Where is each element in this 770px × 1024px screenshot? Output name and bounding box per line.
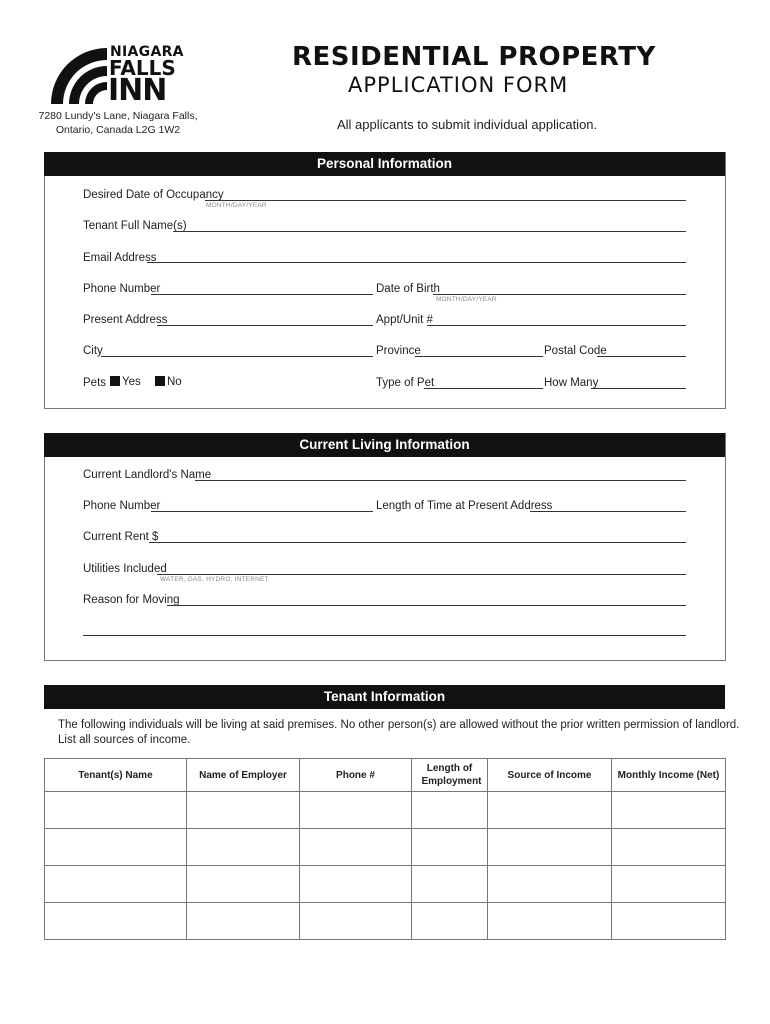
tenant-info-paragraph: The following individuals will be living at said premises. No other person(s) are allowed without the prior written permission of landlord.	[58, 719, 740, 731]
table-cell[interactable]	[612, 903, 726, 940]
table-cell[interactable]	[187, 866, 300, 903]
living-phone-label: Phone Number	[83, 500, 161, 512]
utilities-hint: WATER, GAS, HYDRO, INTERNET	[160, 576, 269, 583]
table-row	[45, 792, 726, 829]
table-cell[interactable]	[300, 792, 412, 829]
pets-label: Pets	[83, 377, 107, 389]
city-field[interactable]	[101, 356, 373, 357]
dob-field[interactable]	[433, 294, 686, 295]
pets-no-label: No	[167, 376, 182, 388]
table-cell[interactable]	[45, 866, 187, 903]
address-line-2: Ontario, Canada L2G 1W2	[55, 124, 181, 136]
tenant-table-header-row	[45, 759, 726, 792]
form-note: All applicants to submit individual application.	[337, 117, 598, 132]
length-at-address-field[interactable]	[530, 511, 686, 512]
table-cell[interactable]	[187, 829, 300, 866]
logo-word-niagara: NIAGARA	[110, 44, 184, 60]
tenant-names-field[interactable]	[173, 231, 686, 232]
postal-code-label: Postal Code	[544, 345, 607, 357]
table-cell[interactable]	[612, 792, 726, 829]
how-many-label: How Many	[544, 377, 599, 389]
email-label: Email Address	[83, 252, 157, 264]
tenant-income-note: List all sources of income.	[58, 734, 191, 746]
hotel-address	[38, 109, 198, 137]
address-line-1: 7280 Lundy's Lane, Niagara Falls,	[38, 110, 198, 122]
how-many-field[interactable]	[591, 388, 686, 389]
pet-type-label: Type of Pet	[376, 377, 435, 389]
waterfall-arch-icon	[47, 44, 109, 106]
table-row	[45, 829, 726, 866]
table-cell[interactable]	[612, 866, 726, 903]
column-header	[412, 759, 488, 792]
table-cell[interactable]	[488, 829, 612, 866]
phone-field[interactable]	[151, 294, 373, 295]
utilities-label: Utilities Included	[83, 563, 167, 575]
table-cell[interactable]	[300, 829, 412, 866]
table-cell[interactable]	[300, 903, 412, 940]
table-cell[interactable]	[412, 903, 488, 940]
phone-label: Phone Number	[83, 283, 161, 295]
landlord-label: Current Landlord's Name	[83, 469, 212, 481]
column-header: Phone #	[300, 759, 412, 792]
landlord-field[interactable]	[195, 480, 686, 481]
pets-yes-checkbox[interactable]	[110, 376, 120, 386]
table-cell[interactable]	[612, 829, 726, 866]
tenant-table	[44, 758, 726, 940]
table-cell[interactable]	[187, 903, 300, 940]
column-header: Name of Employer	[187, 759, 300, 792]
desired-date-label: Desired Date of Occupancy	[83, 189, 224, 201]
desired-date-field[interactable]	[205, 200, 686, 201]
form-title: RESIDENTIAL PROPERTY	[292, 42, 656, 72]
utilities-field[interactable]	[157, 574, 686, 575]
table-row	[45, 866, 726, 903]
column-header: Monthly Income (Net)	[612, 759, 726, 792]
form-subtitle: APPLICATION FORM	[348, 73, 569, 97]
reason-field[interactable]	[167, 605, 686, 606]
table-cell[interactable]	[300, 866, 412, 903]
living-phone-field[interactable]	[151, 511, 373, 512]
table-cell[interactable]	[45, 829, 187, 866]
unit-field[interactable]	[427, 325, 686, 326]
tenant-info-heading: Tenant Information	[44, 685, 725, 709]
column-header-text: Length of Employment	[421, 763, 482, 787]
table-cell[interactable]	[488, 903, 612, 940]
pet-type-field[interactable]	[424, 388, 543, 389]
logo-word-inn: INN	[108, 73, 167, 108]
table-cell[interactable]	[45, 903, 187, 940]
logo-word-falls: FALLS	[109, 56, 176, 80]
table-cell[interactable]	[187, 792, 300, 829]
table-cell[interactable]	[412, 792, 488, 829]
province-label: Province	[376, 345, 421, 357]
table-cell[interactable]	[412, 829, 488, 866]
unit-label: Appt/Unit #	[376, 314, 433, 326]
tenant-names-label: Tenant Full Name(s)	[83, 220, 187, 232]
column-header: Tenant(s) Name	[45, 759, 187, 792]
current-rent-label: Current Rent $	[83, 531, 159, 543]
pets-yes-label: Yes	[122, 376, 141, 388]
present-address-label: Present Address	[83, 314, 168, 326]
current-rent-field[interactable]	[149, 542, 686, 543]
email-field[interactable]	[147, 262, 686, 263]
province-field[interactable]	[415, 356, 543, 357]
table-cell[interactable]	[45, 792, 187, 829]
hotel-logo	[47, 44, 187, 106]
dob-label: Date of Birth	[376, 283, 440, 295]
living-info-heading: Current Living Information	[44, 433, 725, 457]
desired-date-hint: MONTH/DAY/YEAR	[206, 202, 267, 209]
table-cell[interactable]	[488, 792, 612, 829]
city-label: City	[83, 345, 103, 357]
dob-hint: MONTH/DAY/YEAR	[436, 296, 497, 303]
table-row	[45, 903, 726, 940]
table-cell[interactable]	[488, 866, 612, 903]
reason-label: Reason for Moving	[83, 594, 180, 606]
reason-field-line-2[interactable]	[83, 635, 686, 636]
column-header: Source of Income	[488, 759, 612, 792]
present-address-field[interactable]	[157, 325, 373, 326]
postal-code-field[interactable]	[597, 356, 686, 357]
length-at-address-label: Length of Time at Present Address	[376, 500, 553, 512]
table-cell[interactable]	[412, 866, 488, 903]
pets-no-checkbox[interactable]	[155, 376, 165, 386]
personal-info-heading: Personal Information	[44, 152, 725, 176]
